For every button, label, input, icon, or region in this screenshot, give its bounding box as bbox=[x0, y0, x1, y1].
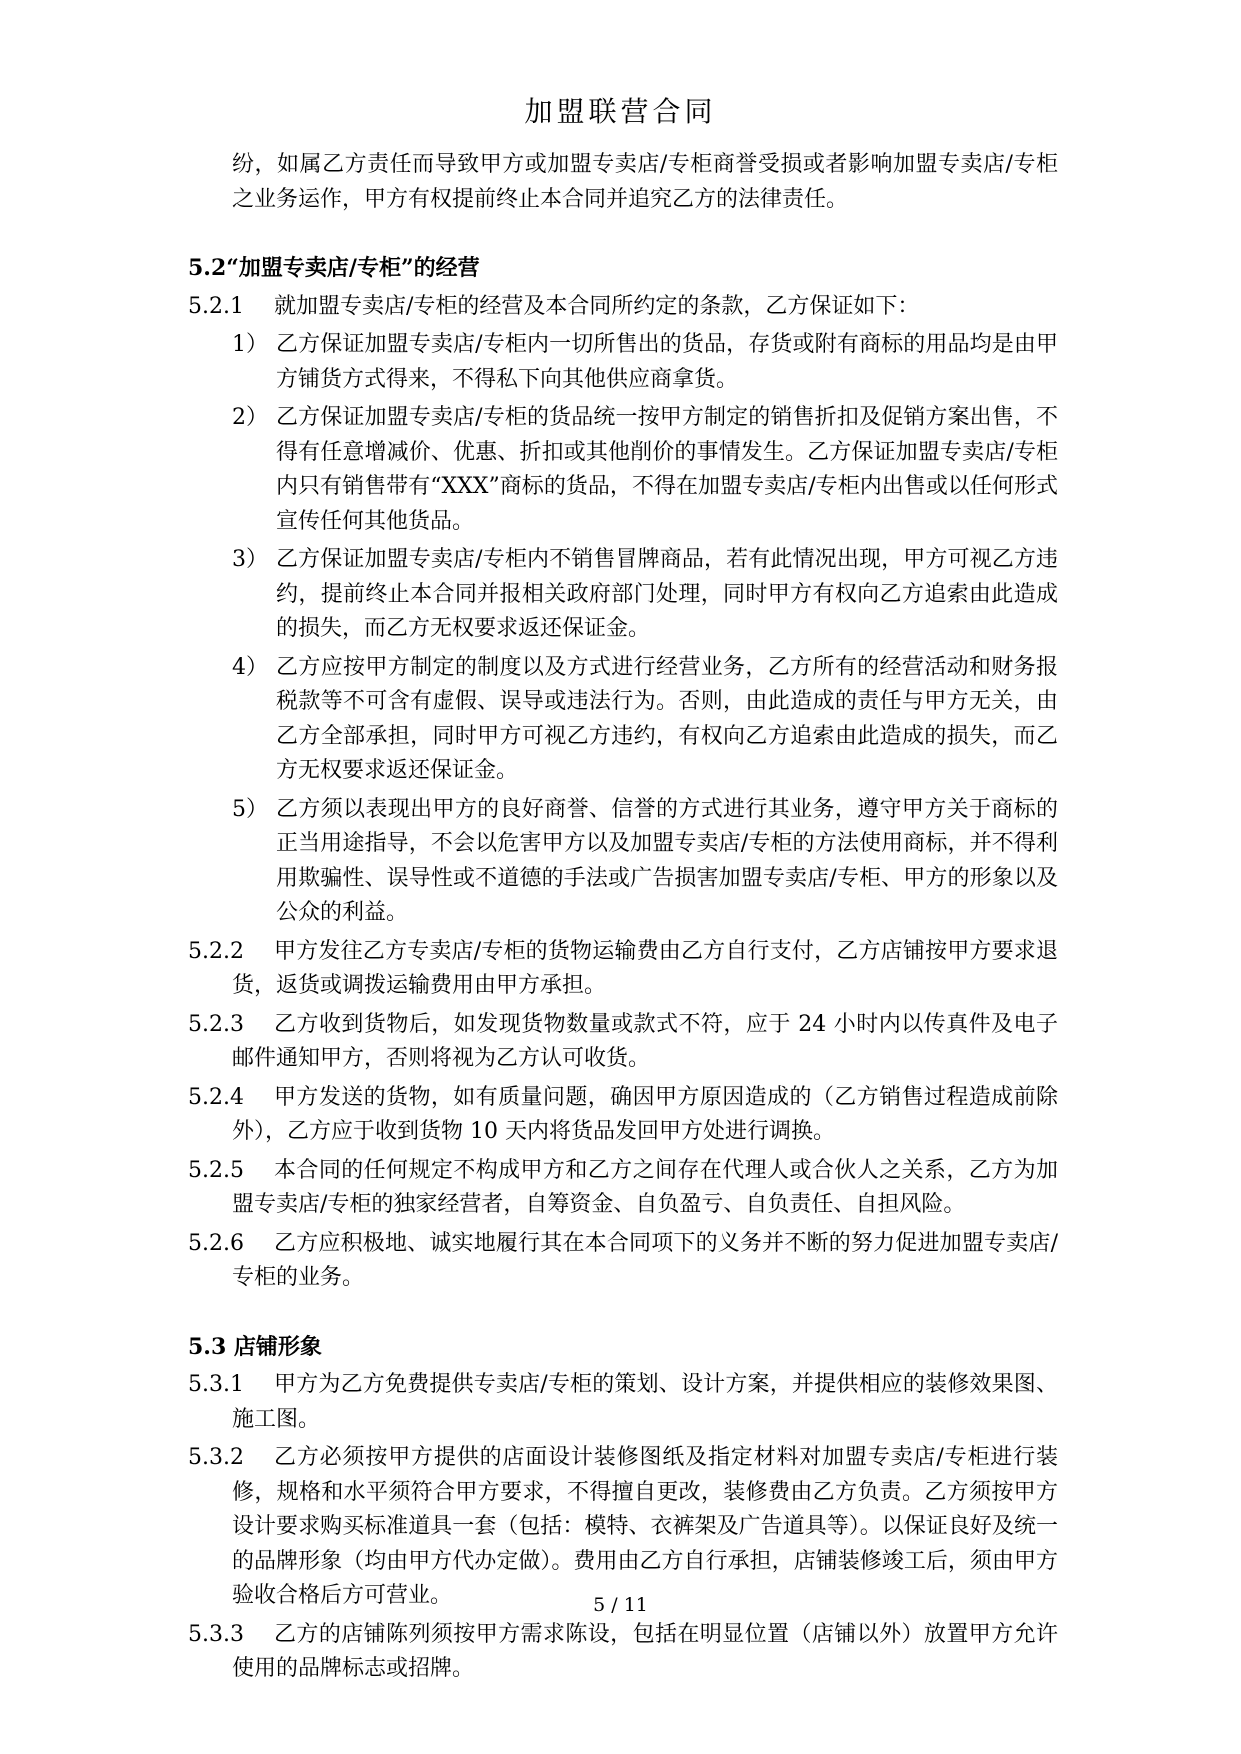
page-number: 5 / 11 bbox=[593, 1594, 648, 1616]
section-heading-5-3: 5.3 店铺形象 bbox=[188, 1333, 322, 1360]
list-item-5 bbox=[188, 793, 1058, 931]
item-text: 乙方保证加盟专卖店/专柜内一切所售出的货品，存货或附有商标的用品均是由甲方铺货方式得来，不得私下向其他供应商拿货。 bbox=[276, 332, 1058, 392]
clause-5-3-1 bbox=[188, 1368, 1058, 1437]
clause-text: 就加盟专卖店/专柜的经营及本合同所约定的条款，乙方保证如下： bbox=[274, 293, 920, 319]
clause-text: 甲方为乙方免费提供专卖店/专柜的策划、设计方案，并提供相应的装修效果图、施工图。 bbox=[232, 1372, 1058, 1432]
clause-number: 5.3.3 bbox=[188, 1621, 244, 1647]
clause-text: 乙方必须按甲方提供的店面设计装修图纸及指定材料对加盟专卖店/专柜进行装修，规格和水平须符合甲方要求，不得擅自更改，装修费由乙方负责。乙方须按甲方设计要求购买标准道具一套（包括：模特、衣裤架及广告道具等）。以保证良好及统一的品牌形象（均由甲方代办定做）。费用由乙方自行承担，店铺装修竣工后，须由甲方验收合格后方可营业。 bbox=[232, 1445, 1058, 1608]
clause-5-2-2 bbox=[188, 935, 1058, 1004]
clause-5-2-1 bbox=[188, 290, 1058, 325]
clause-number: 5.2.2 bbox=[188, 938, 244, 964]
list-item-4 bbox=[188, 651, 1058, 789]
clause-text: 甲方发送的货物，如有质量问题，确因甲方原因造成的（乙方销售过程造成前除外），乙方应于收到货物 10 天内将货品发回甲方处进行调换。 bbox=[232, 1084, 1058, 1144]
list-item-2 bbox=[188, 401, 1058, 539]
clause-number: 5.3.1 bbox=[188, 1372, 244, 1397]
item-number: 1） bbox=[232, 332, 268, 357]
clause-text: 乙方应积极地、诚实地履行其在本合同项下的义务并不断的努力促进加盟专卖店/专柜的业务。 bbox=[232, 1230, 1058, 1290]
item-number: 4） bbox=[232, 654, 268, 680]
clause-5-2-5 bbox=[188, 1154, 1058, 1223]
intro-paragraph: 纷，如属乙方责任而导致甲方或加盟专卖店/专柜商誉受损或者影响加盟专卖店/专柜之业务运作，甲方有权提前终止本合同并追究乙方的法律责任。 bbox=[232, 152, 1058, 212]
clause-5-3-2 bbox=[188, 1441, 1058, 1614]
clause-number: 5.2.5 bbox=[188, 1157, 244, 1183]
item-text: 乙方保证加盟专卖店/专柜的货品统一按甲方制定的销售折扣及促销方案出售，不得有任意增减价、优惠、折扣或其他削价的事情发生。乙方保证加盟专卖店/专柜内只有销售带有“XXX”商标的货品，不得在加盟专卖店/专柜内出售或以任何形式宣传任何其他货品。 bbox=[276, 405, 1058, 534]
clause-text: 乙方的店铺陈列须按甲方需求陈设，包括在明显位置（店铺以外）放置甲方允许使用的品牌标志或招牌。 bbox=[232, 1621, 1058, 1681]
item-text: 乙方保证加盟专卖店/专柜内不销售冒牌商品，若有此情况出现，甲方可视乙方违约，提前终止本合同并报相关政府部门处理，同时甲方有权向乙方追索由此造成的损失，而乙方无权要求返还保证金。 bbox=[276, 547, 1058, 641]
clause-number: 5.2.1 bbox=[188, 293, 244, 319]
clause-number: 5.2.3 bbox=[188, 1011, 244, 1037]
clause-number: 5.2.6 bbox=[188, 1230, 244, 1256]
document-header-title: 加盟联营合同 bbox=[524, 95, 717, 128]
item-text: 乙方须以表现出甲方的良好商誉、信誉的方式进行其业务，遵守甲方关于商标的正当用途指导，不会以危害甲方以及加盟专卖店/专柜的方法使用商标，并不得利用欺骗性、误导性或不道德的手法或广告损害加盟专卖店/专柜、甲方的形象以及公众的利益。 bbox=[276, 796, 1058, 925]
item-number: 5） bbox=[232, 796, 268, 822]
list-item-3 bbox=[188, 543, 1058, 647]
item-text: 乙方应按甲方制定的制度以及方式进行经营业务，乙方所有的经营活动和财务报税款等不可含有虚假、误导或违法行为。否则，由此造成的责任与甲方无关，由乙方全部承担，同时甲方可视乙方违约，有权向乙方追索由此造成的损失，而乙方无权要求返还保证金。 bbox=[276, 654, 1058, 783]
document-body bbox=[188, 148, 1058, 1687]
clause-5-2-4 bbox=[188, 1081, 1058, 1150]
list-item-1 bbox=[188, 328, 1058, 397]
clause-number: 5.3.2 bbox=[188, 1445, 244, 1470]
section-heading-5-2: 5.2“加盟专卖店/专柜”的经营 bbox=[188, 255, 480, 281]
item-number: 3） bbox=[232, 547, 268, 572]
item-number: 2） bbox=[232, 405, 268, 430]
clause-text: 甲方发往乙方专卖店/专柜的货物运输费由乙方自行支付，乙方店铺按甲方要求退货，返货或调拨运输费用由甲方承担。 bbox=[232, 938, 1058, 998]
clause-5-2-3 bbox=[188, 1008, 1058, 1077]
clause-5-3-3 bbox=[188, 1618, 1058, 1687]
clause-text: 本合同的任何规定不构成甲方和乙方之间存在代理人或合伙人之关系，乙方为加盟专卖店/专柜的独家经营者，自筹资金、自负盈亏、自负责任、自担风险。 bbox=[232, 1157, 1058, 1217]
clause-5-2-6 bbox=[188, 1227, 1058, 1296]
clause-number: 5.2.4 bbox=[188, 1084, 244, 1110]
clause-text: 乙方收到货物后，如发现货物数量或款式不符，应于 24 小时内以传真件及电子邮件通知甲方，否则将视为乙方认可收货。 bbox=[232, 1011, 1058, 1071]
